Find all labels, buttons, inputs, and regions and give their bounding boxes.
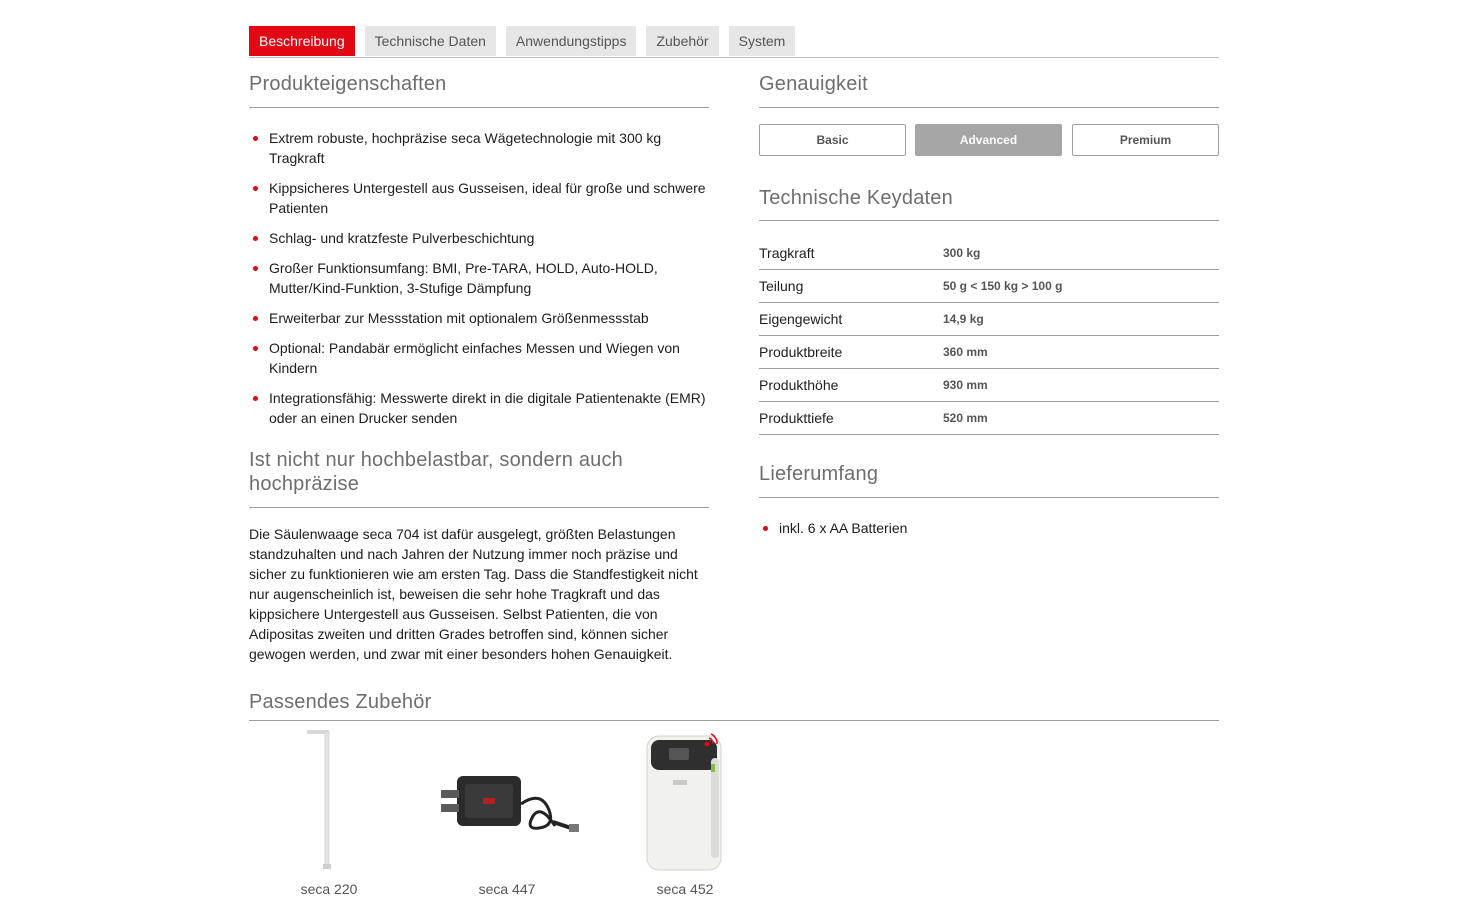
feature-item: Extrem robuste, hochpräzise seca Wägetechnologie mit 300 kg Tragkraft [249,128,709,168]
tab-zubehoer[interactable]: Zubehör [646,26,718,56]
bullet-icon [253,316,258,321]
tab-system[interactable]: System [729,26,796,56]
accuracy-basic-button[interactable]: Basic [759,124,906,156]
feature-item: Großer Funktionsumfang: BMI, Pre-TARA, HOLD, Auto-HOLD, Mutter/Kind-Funktion, 3-Stufige Dämpfung [249,258,709,298]
accessory-name: seca 452 [656,881,714,897]
table-row: Produktbreite 360 mm [759,336,1219,369]
accuracy-advanced-button[interactable]: Advanced [915,124,1062,156]
table-row: Tragkraft 300 kg [759,237,1219,270]
table-row: Eigengewicht 14,9 kg [759,303,1219,336]
features-divider [249,107,709,108]
feature-item: Kippsicheres Untergestell aus Gusseisen, ideal für große und schwere Patienten [249,178,709,218]
bullet-icon [253,136,258,141]
bullet-icon [253,186,258,191]
feature-item: Optional: Pandabär ermöglicht einfaches Messen und Wiegen von Kindern [249,338,709,378]
tab-bar [249,26,1219,58]
keydata-divider [759,220,1219,221]
highlight-heading: Ist nicht nur hochbelastbar, sondern auch hochpräzise [249,449,623,495]
bullet-icon [253,396,258,401]
features-heading: Produkteigenschaften [249,73,447,95]
keydata-heading: Technische Keydaten [759,187,953,209]
table-row: Produkthöhe 930 mm [759,369,1219,402]
feature-item: Erweiterbar zur Messstation mit optionalem Größenmessstab [249,308,709,328]
bullet-icon [253,346,258,351]
accessory-name: seca 447 [478,881,536,897]
wireless-module-image [605,728,765,873]
highlight-divider [249,507,709,508]
accuracy-divider [759,107,1219,108]
bullet-icon [253,266,258,271]
bullet-icon [253,236,258,241]
accessory-card-seca-220[interactable] [249,728,409,897]
tab-anwendungstipps[interactable]: Anwendungstipps [506,26,637,56]
highlight-text: Die Säulenwaage seca 704 ist dafür ausgelegt, größten Belastungen standzuhalten und nach Jahren der Nutzung immer noch präzise und sicher zu funktionieren wie am ersten Tag. Dass die Standfestigkeit nicht nur augenscheinlich ist, beweisen die sehr hohe Tragkraft und das kippsichere Untergestell aus Gusseisen. Selbst Patienten, die von Adipositas zweiten und dritten Grades betroffen sind, können sicher gewogen werden, und zwar mit einer besonders hohen Genauigkeit. [249,526,698,662]
accuracy-heading: Genauigkeit [759,73,868,95]
delivery-item: inkl. 6 x AA Batterien [759,518,1219,538]
tab-technische-daten[interactable]: Technische Daten [365,26,496,56]
measuring-rod-image [249,728,409,873]
accessory-name: seca 220 [300,881,358,897]
accuracy-premium-button[interactable]: Premium [1072,124,1219,156]
feature-item: Integrationsfähig: Messwerte direkt in die digitale Patientenakte (EMR) oder an einen Drucker senden [249,388,709,428]
feature-item: Schlag- und kratzfeste Pulverbeschichtung [249,228,709,248]
keydata-table [759,237,1219,435]
accessories-heading: Passendes Zubehör [249,691,432,713]
delivery-heading: Lieferumfang [759,463,879,485]
features-list [249,128,709,438]
power-adapter-image [427,728,587,873]
table-row: Produkttiefe 520 mm [759,402,1219,435]
tab-beschreibung[interactable]: Beschreibung [249,26,355,56]
accessory-card-seca-452[interactable] [605,728,765,897]
accessory-card-seca-447[interactable] [427,728,587,897]
table-row: Teilung 50 g < 150 kg > 100 g [759,270,1219,303]
bullet-icon [763,526,768,531]
delivery-divider [759,497,1219,498]
accessories-divider [249,720,1219,721]
delivery-list [759,518,1219,548]
